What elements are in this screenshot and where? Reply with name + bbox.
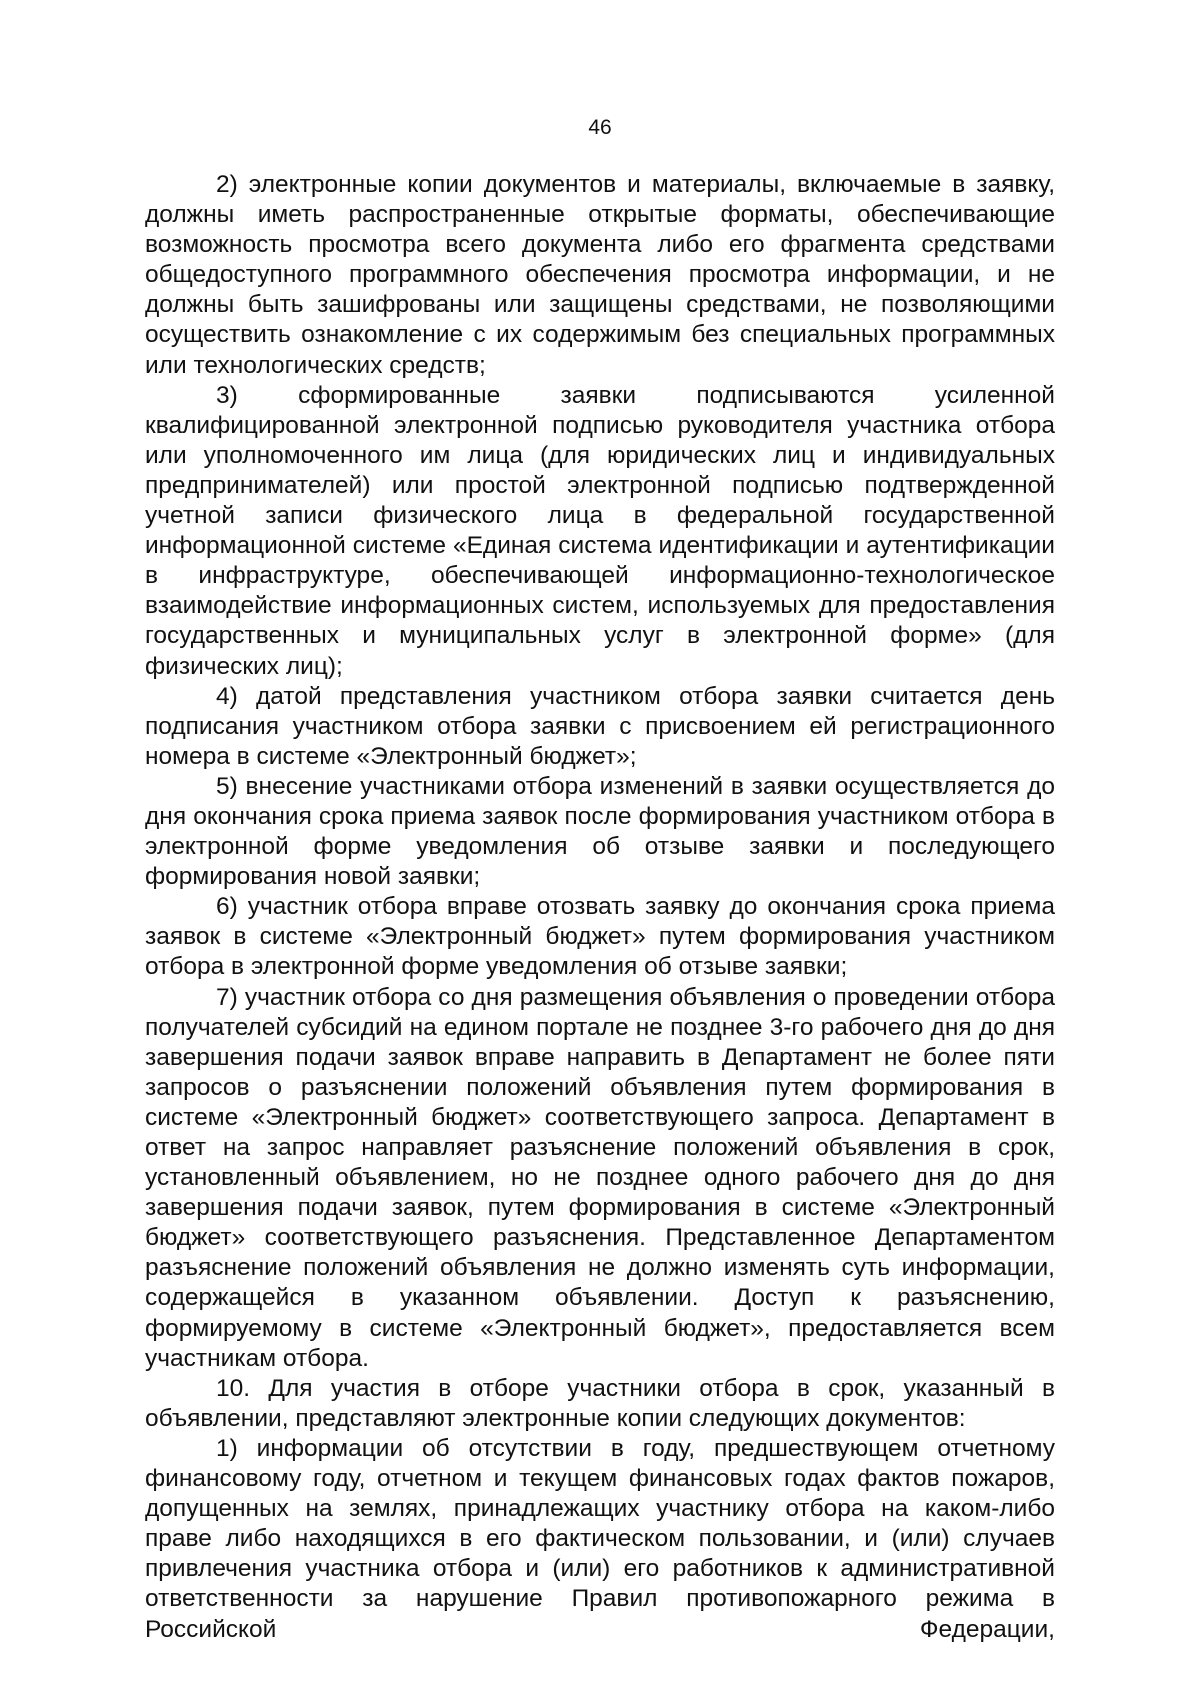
paragraph-section-10-item-1: 1) информации об отсутствии в году, предшествующем отчетному финансовому году, отчетном и текущем финансовых годах фактов пожаров, допущенных на землях, принадлежащих участнику отбора на каком-либо праве либо находящихся в его фактическом пользовании, и (или) случаев привлечения участника отбора и (или) его работников к административной ответственности за нарушение Правил противопожарного режима в Российской Федерации, (145, 1434, 1055, 1643)
paragraph-item-4: 4) датой представления участником отбора заявки считается день подписания участником отбора заявки с присвоением ей регистрационного номера в системе «Электронный бюджет»; (145, 682, 1055, 770)
paragraph-item-6: 6) участник отбора вправе отозвать заявку до окончания срока приема заявок в системе «Электронный бюджет» путем формирования участником отбора в электронной форме уведомления об отзыве заявки; (145, 893, 1055, 981)
paragraph-item-2: 2) электронные копии документов и материалы, включаемые в заявку, должны иметь распространенные открытые форматы, обеспечивающие возможность просмотра всего документа либо его фрагмента средствами общедоступного программного обеспечения просмотра информации, и не должны быть зашифрованы или защищены средствами, не позволяющими осуществить ознакомление с их содержимым без специальных программных или технологических средств; (145, 171, 1055, 379)
page-number: 46 (588, 116, 612, 139)
paragraph-item-5: 5) внесение участниками отбора изменений в заявки осуществляется до дня окончания срока приема заявок после формирования участником отбора в электронной форме уведомления об отзыве заявки и последующего формирования новой заявки; (145, 772, 1055, 891)
paragraph-item-7: 7) участник отбора со дня размещения объявления о проведении отбора получателей субсидий на едином портале не позднее 3-го рабочего дня до дня завершения подачи заявок вправе направить в Департамент не более пяти запросов о разъяснении положений объявления путем формирования в системе «Электронный бюджет» соответствующего запроса. Департамент в ответ на запрос направляет разъяснение положений объявления в срок, установленный объявлением, но не позднее одного рабочего дня до дня завершения подачи заявок, путем формирования в системе «Электронный бюджет» соответствующего разъяснения. Представленное Департаментом разъяснение положений объявления не должно изменять суть информации, содержащейся в указанном объявлении. Доступ к разъяснению, формируемому в системе «Электронный бюджет», предоставляется всем участникам отбора. (145, 983, 1055, 1372)
document-body (145, 170, 1055, 1645)
paragraph-item-3: 3) сформированные заявки подписываются усиленной квалифицированной электронной подписью руководителя участника отбора или уполномоченного им лица (для юридических лиц и индивидуальных предпринимателей) или простой электронной подписью подтвержденной учетной записи физического лица в федеральной государственной информационной системе «Единая система идентификации и аутентификации в инфраструктуре, обеспечивающей информационно-технологическое взаимодействие информационных систем, используемых для предоставления государственных и муниципальных услуг в электронной форме» (для физических лиц); (145, 381, 1055, 680)
paragraph-section-10: 10. Для участия в отборе участники отбора в срок, указанный в объявлении, представляют электронные копии следующих документов: (145, 1374, 1055, 1432)
